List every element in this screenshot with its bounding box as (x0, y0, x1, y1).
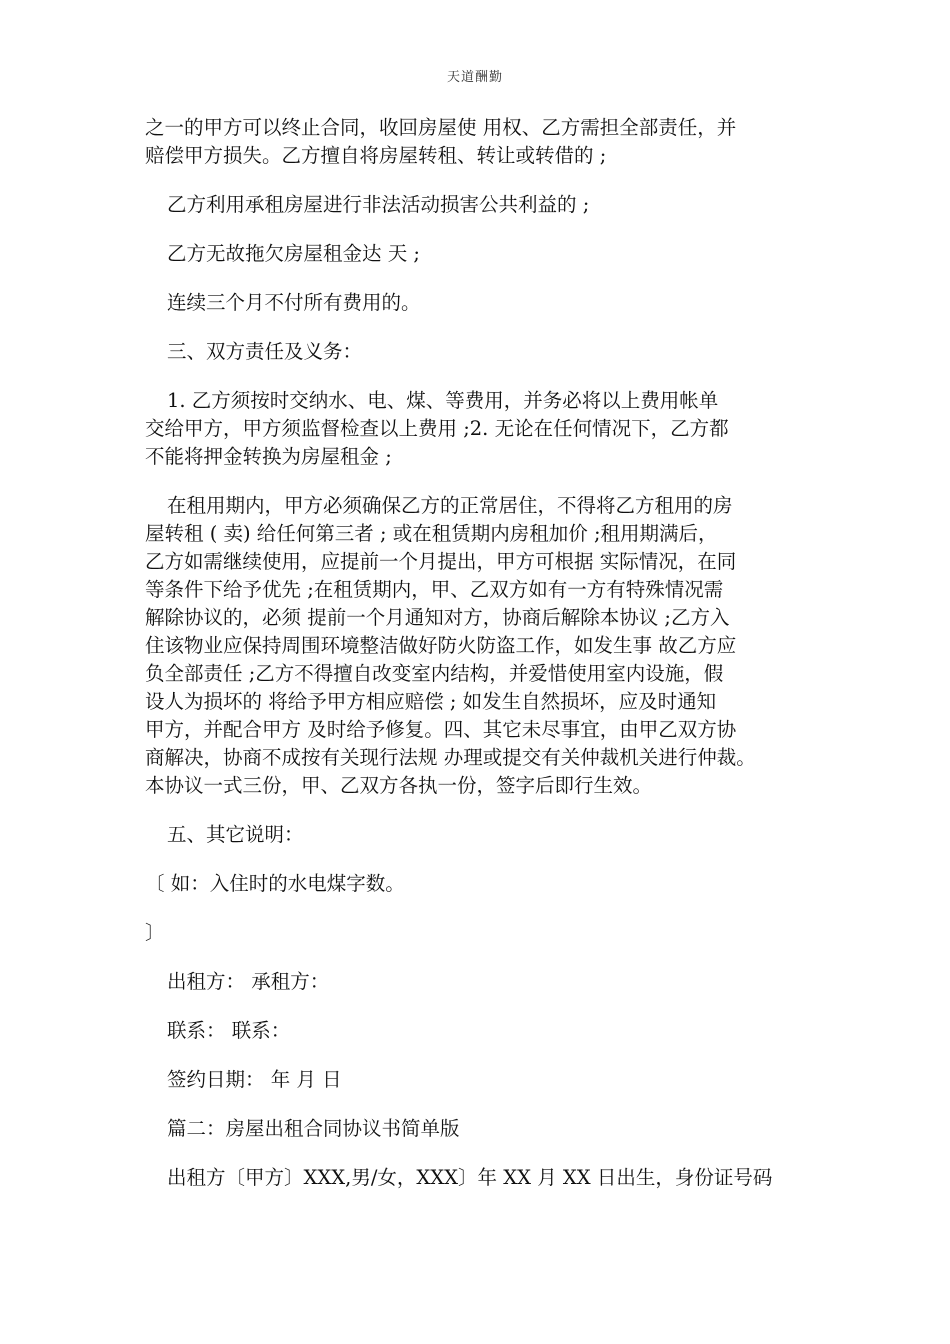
text-line: 乙方如需继续使用，应提前一个月提出，甲方可根据 实际情况，在同 (145, 550, 737, 573)
text-line: 本协议一式三份，甲、乙双方各执一份，签字后即行生效。 (145, 774, 653, 797)
text-line: 签约日期： 年 月 日 (167, 1068, 342, 1091)
text-line: 交给甲方，甲方须监督检查以上费用 ;2. 无论在任何情况下，乙方都 (145, 417, 729, 440)
text-line: 住该物业应保持周围环境整洁做好防火防盗工作，如发生事 故乙方应 (145, 634, 737, 657)
text-line: 在租用期内，甲方必须确保乙方的正常居住，不得将乙方租用的房 (167, 494, 733, 517)
text-line: 〕 (145, 921, 165, 944)
text-line: 商解决，协商不成按有关现行法规 办理或提交有关仲裁机关进行仲裁。 (145, 746, 756, 769)
text-line: 等条件下给予优先 ;在租赁期内，甲、乙双方如有一方有特殊情况需 (145, 578, 724, 601)
text-line: 乙方利用承租房屋进行非法活动损害公共利益的 ; (167, 193, 590, 216)
text-line: 五、其它说明： (167, 823, 304, 846)
page-header: 天道酬勤 (446, 70, 503, 85)
text-line: 设人为损坏的 将给予甲方相应赔偿 ; 如发生自然损坏，应及时通知 (145, 690, 717, 713)
text-line: 不能将押金转换为房屋租金 ; (145, 445, 392, 468)
text-line: 〔 如：入住时的水电煤字数。 (145, 872, 405, 895)
text-line: 赔偿甲方损失。乙方擅自将房屋转租、转让或转借的 ; (145, 144, 607, 167)
text-line: 三、双方责任及义务： (167, 340, 363, 363)
text-line: 联系： 联系： (167, 1019, 291, 1042)
text-line: 屋转租 ( 卖) 给任何第三者 ; 或在租赁期内房租加价 ;租用期满后， (145, 522, 718, 545)
text-line: 之一的甲方可以终止合同，收回房屋使 用权、乙方需担全部责任，并 (145, 116, 737, 139)
text-line: 篇二：房屋出租合同协议书简单版 (167, 1117, 460, 1140)
text-line: 甲方，并配合甲方 及时给予修复。四、其它未尽事宜，由甲乙双方协 (145, 718, 737, 741)
text-line: 1. 乙方须按时交纳水、电、煤、等费用，并务必将以上费用帐单 (167, 389, 719, 412)
text-line: 连续三个月不付所有费用的。 (167, 291, 421, 314)
text-line: 解除协议的，必须 提前一个月通知对方，协商后解除本协议 ;乙方入 (145, 606, 730, 629)
text-line: 出租方〔甲方〕XXX,男/女，XXX〕年 XX 月 XX 日出生，身份证号码 (167, 1166, 773, 1189)
document-body (145, 114, 845, 1192)
text-line: 乙方无故拖欠房屋租金达 天 ; (167, 242, 420, 265)
text-line: 负全部责任 ;乙方不得擅自改变室内结构，并爱惜使用室内设施，假 (145, 662, 724, 685)
text-line: 出租方： 承租方： (167, 970, 330, 993)
